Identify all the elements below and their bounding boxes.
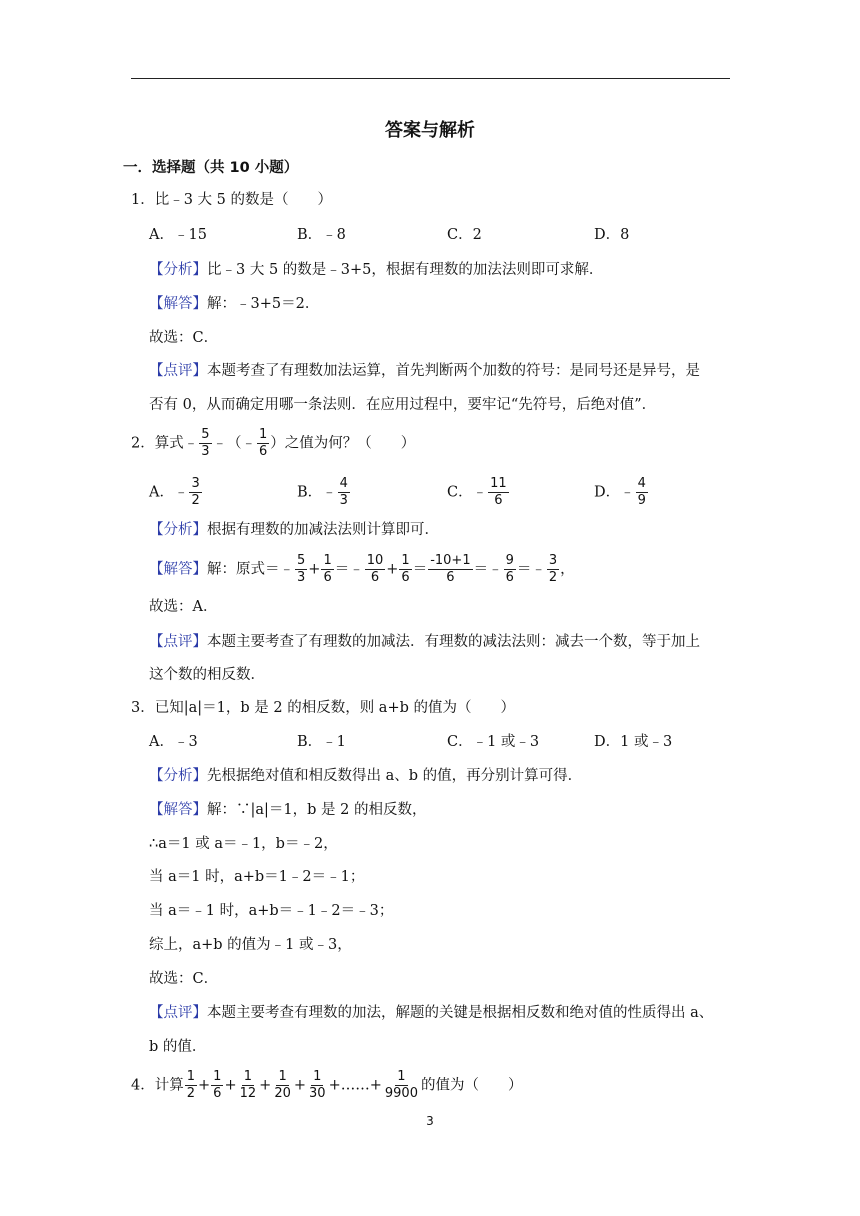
numerator: 5 — [297, 553, 306, 568]
q3-step-4: 综上，a+b 的值为﹣1 或﹣3， — [149, 937, 352, 953]
comment-text: 本题主要考查有理数的加法，解题的关键是根据相反数和绝对值的性质得出 a、 — [207, 1005, 714, 1021]
fraction — [199, 428, 211, 459]
denominator: 6 — [401, 570, 410, 585]
denominator: 3 — [201, 444, 210, 459]
q3-option-a: A．﹣3 — [149, 734, 198, 750]
q3-analysis — [149, 766, 582, 786]
q1-choice: 故选：C． — [149, 330, 219, 346]
fraction — [547, 554, 559, 585]
numerator: 3 — [191, 476, 200, 491]
numerator: 1 — [313, 1069, 322, 1084]
comment-text: 本题主要考查了有理数的加减法．有理数的减法法则：减去一个数，等于加上 — [207, 634, 700, 650]
q2-solution — [149, 554, 575, 585]
analysis-tag: 【分析】 — [149, 522, 207, 538]
solution-text: 解：∵|a|＝1，b 是 2 的相反数， — [207, 802, 427, 818]
fraction — [272, 1070, 293, 1101]
ellipsis: +……+ — [328, 1077, 382, 1094]
solution-tag: 【解答】 — [149, 296, 207, 312]
numerator: 3 — [548, 553, 558, 568]
numerator: -10+1 — [430, 553, 471, 568]
q2-option-d — [594, 477, 649, 508]
numerator: 1 — [278, 1069, 287, 1084]
denominator: 12 — [239, 1086, 257, 1101]
numerator: 5 — [201, 427, 210, 442]
q3-option-c: C．﹣1 或﹣3 — [447, 734, 540, 750]
header-rule — [131, 78, 730, 79]
fraction — [399, 554, 411, 585]
q1-option-b: B．﹣8 — [297, 227, 346, 243]
numerator: 1 — [186, 1069, 196, 1084]
page-title: 答案与解析 — [385, 120, 475, 141]
q1-comment — [149, 361, 700, 381]
q3-step-3: 当 a＝﹣1 时，a+b＝﹣1﹣2＝﹣3； — [149, 903, 394, 919]
denominator: 6 — [370, 570, 380, 585]
fraction — [365, 554, 386, 585]
fraction — [504, 554, 516, 585]
numerator: 4 — [637, 476, 646, 491]
plus-sign: + — [224, 1077, 237, 1094]
q2-comment — [149, 632, 700, 652]
fraction — [307, 1070, 328, 1101]
numerator: 10 — [366, 553, 384, 568]
solution-tag: 【解答】 — [149, 802, 207, 818]
q2-option-c — [447, 477, 510, 508]
analysis-text: 先根据绝对值和相反数得出 a、b 的值，再分别计算可得． — [207, 768, 583, 784]
fraction — [189, 477, 201, 508]
fraction — [636, 477, 648, 508]
numerator: 1 — [243, 1069, 253, 1084]
numerator: 1 — [213, 1069, 222, 1084]
q3-solution — [149, 800, 426, 820]
numerator: 1 — [323, 553, 332, 568]
equals-minus: ＝﹣ — [334, 561, 364, 578]
comment-tag: 【点评】 — [149, 634, 207, 650]
stem-suffix: ）之值为何？（ ） — [270, 435, 416, 452]
option-sign: ﹣ — [173, 484, 189, 501]
option-label: B． — [297, 484, 323, 501]
denominator: 20 — [274, 1086, 291, 1101]
q2-comment-cont: 这个数的相反数． — [149, 667, 265, 683]
comment-tag: 【点评】 — [149, 1005, 207, 1021]
stem-mid: ﹣（﹣ — [212, 435, 257, 452]
fraction — [488, 477, 509, 508]
comment-text: 本题考查了有理数加法运算，首先判断两个加数的符号：是同号还是异号，是 — [207, 363, 700, 379]
numerator: 1 — [397, 1069, 406, 1084]
q1-option-d: D．8 — [594, 227, 630, 243]
q3-step-2: 当 a＝1 时，a+b＝1﹣2＝﹣1； — [149, 869, 365, 885]
solution-text: 解：﹣3+5＝2． — [207, 296, 320, 312]
fraction — [238, 1070, 259, 1101]
page-number: 3 — [426, 1114, 434, 1128]
fraction — [185, 1070, 197, 1101]
q1-option-c: C．2 — [447, 227, 482, 243]
equals-minus: ＝﹣ — [516, 561, 546, 578]
fraction — [211, 1070, 223, 1101]
option-sign: ﹣ — [322, 484, 337, 501]
numerator: 9 — [505, 553, 514, 568]
denominator: 6 — [494, 493, 503, 508]
question-3-stem: 3．已知|a|＝1，b 是 2 的相反数，则 a+b 的值为（ ） — [131, 700, 515, 716]
comma: ， — [560, 561, 575, 578]
fraction — [321, 554, 333, 585]
fraction — [428, 554, 472, 585]
question-4-stem — [131, 1070, 522, 1101]
solution-tag: 【解答】 — [149, 561, 207, 578]
analysis-text: 比﹣3 大 5 的数是﹣3+5，根据有理数的加法法则即可求解． — [207, 262, 604, 278]
q2-analysis — [149, 520, 439, 540]
equals-sign: ＝ — [412, 561, 428, 578]
q3-option-b: B．﹣1 — [297, 734, 346, 750]
denominator: 2 — [191, 493, 200, 508]
solution-text: 解：原式＝﹣ — [207, 561, 294, 578]
option-label: C． — [447, 484, 473, 501]
plus-sign: + — [308, 561, 321, 578]
plus-sign: + — [293, 1077, 307, 1094]
numerator: 1 — [259, 427, 268, 442]
section-heading: 一．选择题（共 10 小题） — [123, 160, 299, 176]
option-label: D． — [594, 484, 621, 501]
stem-prefix: 2．算式 — [131, 435, 184, 452]
q3-comment — [149, 1003, 713, 1023]
option-label: A． — [149, 484, 174, 501]
stem-prefix: 4．计算 — [131, 1077, 184, 1094]
denominator: 6 — [213, 1086, 222, 1101]
denominator: 2 — [548, 570, 558, 585]
question-1-stem: 1．比﹣3 大 5 的数是（ ） — [131, 192, 333, 208]
q1-solution — [149, 294, 319, 314]
denominator: 9900 — [384, 1086, 418, 1101]
denominator: 30 — [309, 1086, 326, 1101]
numerator: 11 — [490, 476, 507, 491]
denominator: 6 — [505, 570, 514, 585]
q3-comment-cont: b 的值． — [149, 1039, 207, 1055]
plus-sign: + — [386, 561, 399, 578]
denominator: 2 — [186, 1086, 196, 1101]
q1-comment-cont: 否有 0，从而确定用哪一条法则．在应用过程中，要牢记“先符号，后绝对值”． — [149, 397, 657, 413]
question-2-stem: 2．算式﹣ $\frac{5}{3}$ ﹣（﹣ $\frac{1}{6}$ ）之值为何？（ ） — [131, 427, 416, 459]
comment-tag: 【点评】 — [149, 363, 207, 379]
q2-choice: 故选：A． — [149, 599, 218, 615]
q2-option-a — [149, 477, 203, 508]
denominator: 6 — [323, 570, 332, 585]
q1-analysis — [149, 260, 603, 280]
q2-option-b — [297, 477, 351, 508]
option-sign: ﹣ — [472, 484, 488, 501]
fraction — [257, 428, 269, 459]
fraction — [338, 477, 350, 508]
analysis-tag: 【分析】 — [149, 768, 207, 784]
fraction — [295, 554, 307, 585]
plus-sign: + — [259, 1077, 272, 1094]
denominator: 3 — [297, 570, 306, 585]
analysis-text: 根据有理数的加减法法则计算即可． — [207, 522, 439, 538]
q3-option-d: D．1 或﹣3 — [594, 734, 673, 750]
option-sign: ﹣ — [620, 484, 635, 501]
denominator: 9 — [637, 493, 646, 508]
numerator: 4 — [339, 476, 348, 491]
stem-suffix: 的值为（ ） — [420, 1077, 523, 1094]
numerator: 1 — [401, 553, 410, 568]
denominator: 6 — [446, 570, 455, 585]
fraction — [383, 1070, 420, 1101]
denominator: 6 — [259, 444, 268, 459]
analysis-tag: 【分析】 — [149, 262, 207, 278]
equals-minus: ＝﹣ — [473, 561, 503, 578]
plus-sign: + — [198, 1077, 211, 1094]
q1-option-a: A．﹣15 — [149, 227, 207, 243]
q3-choice: 故选：C． — [149, 971, 219, 987]
denominator: 3 — [339, 493, 348, 508]
q3-step-1: ∴a＝1 或 a＝﹣1，b＝﹣2， — [149, 836, 338, 852]
